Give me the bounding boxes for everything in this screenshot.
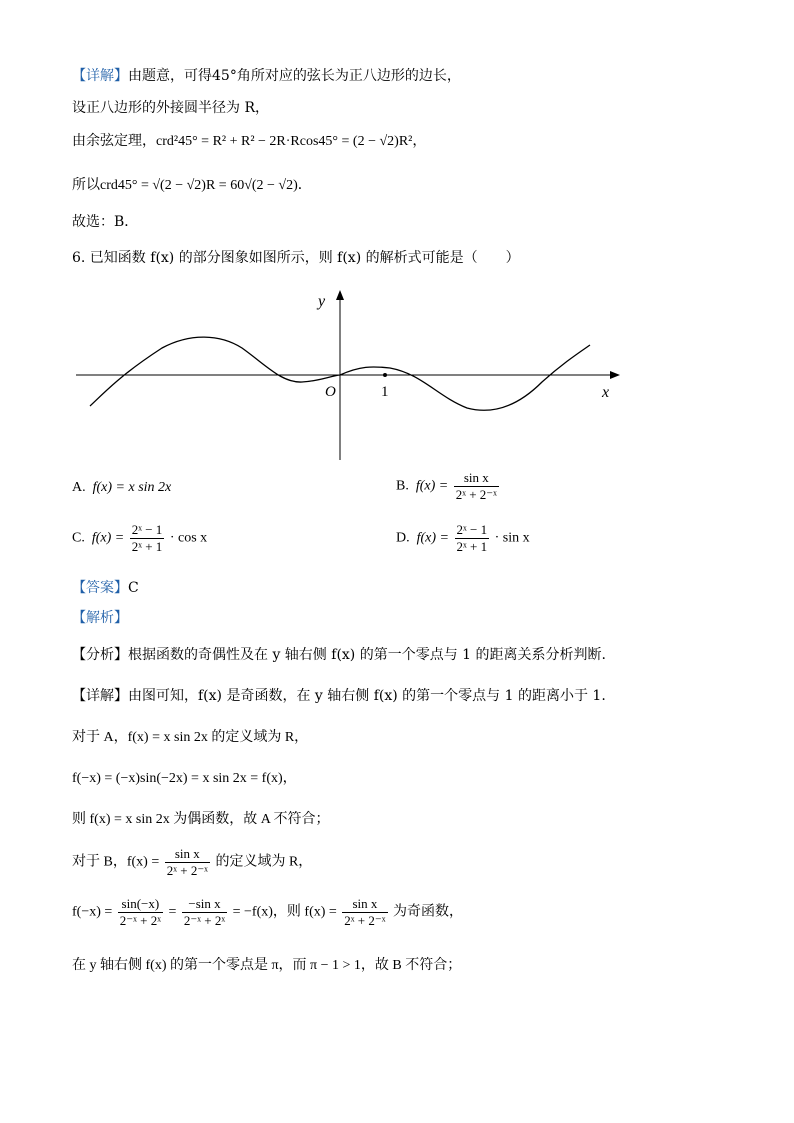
option-c-numerator: 2ˣ − 1 <box>131 522 163 537</box>
origin-label: O <box>325 384 336 400</box>
tick-label-1: 1 <box>381 384 389 400</box>
function-graph <box>72 286 632 464</box>
option-c-label: C. <box>72 530 85 546</box>
option-d-label: D. <box>396 530 410 546</box>
answer-line <box>72 578 139 598</box>
option-d-tail: · sin x <box>494 530 530 546</box>
body-b1-fraction <box>165 846 210 879</box>
answer-tag: 【答案】 <box>72 580 128 596</box>
body-b2-fraction-2 <box>182 896 227 929</box>
body-a1: 对于 A，f(x) = x sin 2x 的定义域为 R， <box>72 730 309 745</box>
body-b2-numerator-1: sin(−x) <box>121 896 160 911</box>
fenxi-line <box>72 645 606 665</box>
detail2-line <box>72 686 606 706</box>
option-d-denominator: 2ˣ + 1 <box>456 539 488 554</box>
option-b-lhs: f(x) = <box>415 478 449 494</box>
detail-line-2: 设正八边形的外接圆半径为 R， <box>72 100 269 116</box>
detail-line-3: 由余弦定理，crd²45° = R² + R² − 2R·Rcos45° = (2 − √2)R²， <box>72 134 427 149</box>
body-a3: 则 f(x) = x sin 2x 为偶函数，故 A 不符合； <box>72 812 330 827</box>
option-c <box>72 522 207 555</box>
x-axis-arrow <box>610 371 620 379</box>
detail2-tag: 【详解】 <box>72 688 128 704</box>
body-b2-denominator-1: 2⁻ˣ + 2ˣ <box>119 913 161 928</box>
detail-line-1 <box>72 66 461 86</box>
detail-tag: 【详解】 <box>72 68 128 84</box>
option-b-numerator: sin x <box>463 470 489 485</box>
body-b2-lhs: f(−x) = <box>72 904 113 920</box>
option-c-denominator: 2ˣ + 1 <box>131 539 163 554</box>
body-b2-eq: = <box>168 904 177 920</box>
body-b2-numerator-2: −sin x <box>188 896 221 911</box>
option-a-expr: f(x) = x sin 2x <box>92 480 172 495</box>
body-b1-denominator: 2ˣ + 2⁻ˣ <box>166 863 208 878</box>
option-d-fraction <box>455 522 490 555</box>
analysis-tag: 【解析】 <box>72 610 128 626</box>
body-a2: f(−x) = (−x)sin(−2x) = x sin 2x = f(x)， <box>72 771 297 786</box>
option-c-fraction <box>130 522 165 555</box>
y-axis-arrow <box>336 290 344 300</box>
body-b2-fraction-1 <box>118 896 163 929</box>
option-a-label: A. <box>72 480 86 495</box>
body-b2-post: 为奇函数， <box>393 904 464 920</box>
body-b2 <box>72 896 463 929</box>
tick-point-1 <box>383 373 387 377</box>
question-6: 6. 已知函数 f(x) 的部分图象如图所示，则 f(x) 的解析式可能是（ ） <box>72 250 520 266</box>
body-b1-post: 的定义域为 R， <box>215 854 313 870</box>
option-d <box>396 522 530 555</box>
option-a <box>72 478 171 498</box>
option-d-lhs: f(x) = <box>416 530 449 546</box>
detail-line-5: 故选：B． <box>72 214 139 230</box>
body-b2-denominator-2: 2⁻ˣ + 2ˣ <box>183 913 226 928</box>
option-b-label: B. <box>396 478 409 494</box>
detail-line-4: 所以crd45° = √(2 − √2)R = 60√(2 − √2)． <box>72 178 312 193</box>
body-b2-fraction-3 <box>342 896 387 929</box>
detail-text: 由题意，可得45°角所对应的弦长为正八边形的边长， <box>128 68 461 84</box>
option-b-fraction <box>454 470 499 503</box>
option-c-lhs: f(x) = <box>91 530 125 546</box>
y-axis-label: y <box>318 293 326 310</box>
option-d-numerator: 2ˣ − 1 <box>456 522 488 537</box>
option-b <box>396 470 501 503</box>
body-b2-denominator-3: 2ˣ + 2⁻ˣ <box>344 913 386 928</box>
analysis-line <box>72 608 128 628</box>
body-b2-numerator-3: sin x <box>352 896 378 911</box>
answer-value: C <box>128 580 139 596</box>
detail2-text: 由图可知，f(x) 是奇函数，在 y 轴右侧 f(x) 的第一个零点与 1 的距离小于 1. <box>128 688 606 704</box>
body-b1-pre: 对于 B，f(x) = <box>72 854 160 870</box>
body-b1-numerator: sin x <box>174 846 200 861</box>
option-b-denominator: 2ˣ + 2⁻ˣ <box>455 487 497 502</box>
body-b1 <box>72 846 312 879</box>
fenxi-text: 根据函数的奇偶性及在 y 轴右侧 f(x) 的第一个零点与 1 的距离关系分析判断. <box>128 647 606 663</box>
body-b3: 在 y 轴右侧 f(x) 的第一个零点是 π，而 π − 1 > 1，故 B 不符合； <box>72 958 462 973</box>
option-c-tail: · cos x <box>169 530 208 546</box>
x-axis-label: x <box>602 384 610 401</box>
body-b2-mid: = −f(x)，则 f(x) = <box>232 904 337 920</box>
fenxi-tag: 【分析】 <box>72 647 128 663</box>
